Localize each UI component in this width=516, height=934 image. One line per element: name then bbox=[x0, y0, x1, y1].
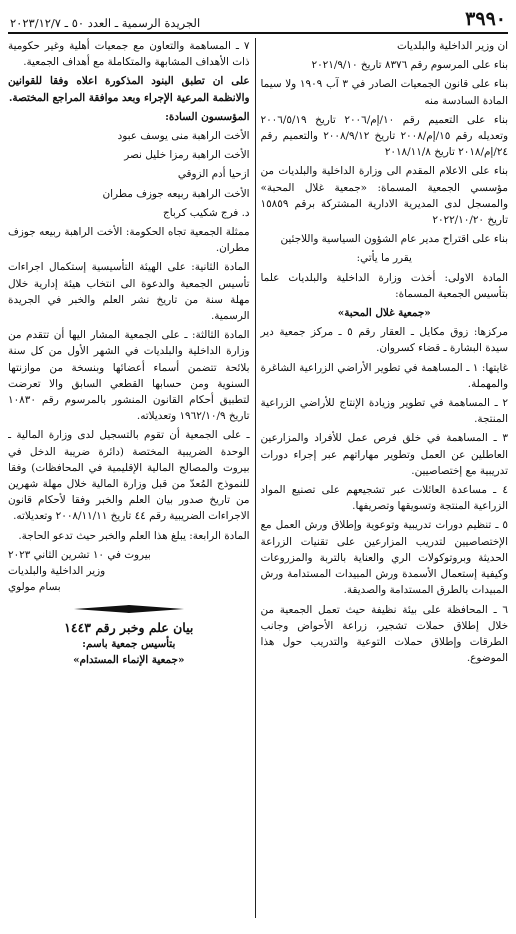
article-three: المادة الثالثة: ـ على الجمعية المشار اليها أن تتقدم من وزارة الداخلية والبلديات في الشهر الأول من كل سنة بلائحة تتضمن أسماء أعضائها وبنسخة من موازنتها السنوية ومن حسابها القطعي السابق والا تعرضت لتطبيق أحكام القانون المنشور بالمرسوم رقم ١٠٨٣٠ تاريخ ١٩٦٢/١٠/٩ وتعديلاته. bbox=[8, 329, 250, 423]
preamble-decree: بناء على المرسوم رقم ٨٣٧٦ تاريخ ٢٠٢١/٩/١٠ bbox=[311, 59, 508, 72]
section-divider bbox=[8, 604, 250, 614]
right-column bbox=[256, 38, 508, 918]
compliance-clause: على ان تطبق البنود المذكورة اعلاه وفقا للقوانين والانظمة المرعية الإجراء وبعد موافقة المراجع المختصة. bbox=[8, 75, 250, 104]
divider-ornament bbox=[74, 604, 184, 614]
decides-heading: يقرر ما يأتي: bbox=[356, 252, 412, 265]
tax-registration: ـ على الجمعية أن تقوم بالتسجيل لدى وزارة المالية ـ الوحدة الضريبية المختصة (دائرة ضريبة الدخل في بيروت والمصالح المالية الإقليمية في المحافظات) وفقا للنموذج المُعدّ من قبل وزارة المالية خلال مهلة شهرين من تاريخ صدور بيان العلم والخبر وفقا لأحكام قانون الاجراءات الضريبية رقم ٤٤ تاريخ ٢٠٠٨/١١/١١ وتعديلاته. bbox=[8, 429, 250, 523]
article-two: المادة الثانية: على الهيئة التأسيسية إستكمال اجراءات تأسيس الجمعية والدعوة الى انتخاب هيئة إدارية خلال مهلة سنة من تاريخ نشر العلم والخبر في الجريدة الرسمية. bbox=[8, 261, 250, 323]
purpose-7: ٧ ـ المساهمة والتعاون مع جمعيات أهلية وغير حكومية ذات الأهداف المشابهة والمتكاملة مع أهداف الجمعية. bbox=[8, 40, 250, 69]
notice-title: بيان علم وخبر رقم ١٤٤٣ bbox=[64, 619, 194, 635]
signature-place-date: بيروت في ١٠ تشرين الثاني ٢٠٢٣ bbox=[8, 548, 151, 561]
founder-5: د. فرج شكيب كرباج bbox=[163, 206, 250, 219]
government-representative: ممثلة الجمعية تجاه الحكومة: الأخت الراهبة ربيعه جوزف مطران. bbox=[8, 226, 250, 255]
purpose-1: غايتها: ١ ـ المساهمة في تطوير الأراضي الزراعية الشاغرة والمهملة. bbox=[260, 361, 508, 390]
notice-subtitle: بتأسيس جمعية باسم: bbox=[82, 637, 176, 650]
left-column bbox=[8, 38, 256, 918]
notice-association-name: «جمعية الإنماء المستدام» bbox=[73, 653, 185, 666]
decree-opening: ان وزير الداخلية والبلديات bbox=[397, 40, 508, 52]
purpose-3: ٣ ـ المساهمة في خلق فرص عمل للأفراد والمزارعين العاطلين عن العمل وتطوير مهاراتهم عبر إجراء دورات تدريبية مع إختصاصيين. bbox=[260, 432, 508, 477]
purpose-4: ٤ ـ مساعدة العائلات عبر تشجيعهم على تصنيع المواد الزراعية المنتجة وتسويقها وتصريفها. bbox=[260, 484, 508, 513]
next-notice bbox=[8, 620, 250, 669]
purpose-2: ٢ ـ المساهمة في تطوير وزيادة الإنتاج للأراضي الزراعية المنتجة. bbox=[260, 397, 508, 426]
preamble-proposal: بناء على اقتراح مدير عام الشؤون السياسية واللاجئين bbox=[280, 233, 508, 246]
preamble-associations-law: بناء على قانون الجمعيات الصادر في ٣ آب ١٩٠٩ ولا سيما المادة السادسة منه bbox=[260, 78, 508, 107]
founder-1: الأخت الراهبة منى يوسف عبود bbox=[117, 130, 250, 143]
headquarters: مركزها: زوق مكايل ـ العقار رقم ٥ ـ مركز جمعية دير سيدة البشارة ـ قضاء كسروان. bbox=[260, 326, 508, 355]
article-four: المادة الرابعة: يبلغ هذا العلم والخبر حيث تدعو الحاجة. bbox=[18, 529, 250, 542]
signature-title: وزير الداخلية والبلديات bbox=[8, 565, 106, 578]
running-head: الجريدة الرسمية ـ العدد ٥٠ ـ ٢٠٢٣/١٢/٧ bbox=[10, 16, 201, 30]
article-one: المادة الاولى: أخذت وزارة الداخلية والبلديات علما بتأسيس الجمعية المسماة: bbox=[260, 271, 508, 300]
founders-heading: المؤسسون السادة: bbox=[165, 110, 250, 123]
purpose-5: ٥ ـ تنظيم دورات تدريبية وتوعوية وإطلاق ورش العمل مع الإختصاصيين لتدريب المزارعين على تقنيات الزراعة الحديثة وبروتوكولات الري والعناية بالتربة والمزروعات وكيفية إستعمال الأسمدة ورش المبيدات المستدامة ورش المبيدات بالطرق المستدامة والصديقة. bbox=[260, 519, 508, 597]
two-column-body bbox=[8, 38, 508, 918]
association-name: «جمعية غلال المحبة» bbox=[337, 307, 431, 320]
preamble-notification: بناء على الاعلام المقدم الى وزارة الداخلية والبلديات من مؤسسي الجمعية المسماة: «جمعية غلال المحبة» والمسجل لدى المديرية الادارية المشتركة برقم ١٥٨٥٩ تاريخ ٢٠٢٢/١٠/٢٠ bbox=[260, 165, 508, 227]
signature-block bbox=[8, 547, 250, 596]
founder-2: الأخت الراهبة رمزا خليل نصر bbox=[124, 149, 250, 162]
page-number: ٣٩٩٠ bbox=[465, 8, 506, 30]
signature-name: بسام مولوي bbox=[8, 581, 61, 594]
founder-4: الأخت الراهبة ربيعه جوزف مطران bbox=[102, 187, 250, 200]
founder-3: ازحيا أدم الزوقي bbox=[177, 168, 250, 181]
page-header bbox=[8, 6, 508, 34]
preamble-circulars: بناء على التعميم رقم ١٠/إم/٢٠٠٦ تاريخ ٢٠٠٦/٥/١٩ وتعديله رقم ١٥/إم/٢٠٠٨ تاريخ ٢٠٠٨/٩/١٢ والتعميم رقم ٢٤/إم/٢٠١٨ تاريخ ٢٠١٨/١١/٨ bbox=[260, 113, 508, 159]
purpose-6: ٦ ـ المحافظة على بيئة نظيفة حيث تعمل الجمعية من خلال إطلاق حملات تشجير، زراعة الأحواض وجانب الطرقات وإطلاق حملات التوعية والتدريب حول هذا الموضوع. bbox=[260, 603, 508, 665]
